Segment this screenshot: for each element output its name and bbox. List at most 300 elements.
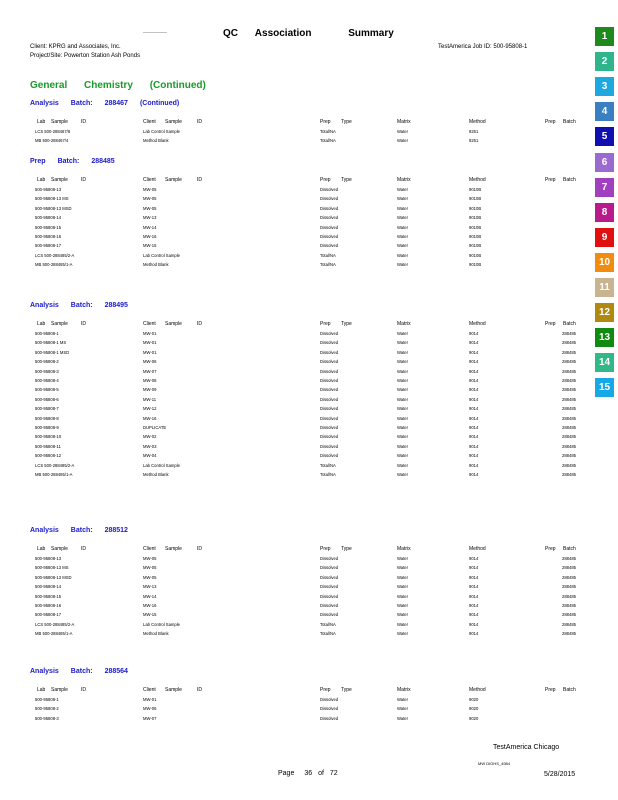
- method: 9251: [469, 129, 479, 134]
- column-header: Batch: [563, 177, 576, 183]
- table-row: [0, 387, 618, 396]
- matrix: Water: [397, 331, 409, 336]
- page-title: [223, 28, 394, 39]
- method: 9010B: [469, 252, 482, 258]
- prep-batch: 288485: [562, 556, 576, 561]
- column-header: Sample: [51, 546, 68, 552]
- method: 9014: [469, 462, 479, 468]
- client-sample-id: MW-05: [143, 574, 157, 580]
- prep-type: Dissolved: [320, 593, 339, 599]
- column-header: Type: [341, 177, 352, 183]
- column-header: Matrix: [397, 177, 411, 183]
- column-header: Prep: [545, 321, 556, 327]
- lab-sample-id: 500-95808-2: [35, 706, 59, 712]
- lab-sample-id: 500-95808-1: [35, 697, 59, 702]
- lab-sample-id: 500-95808-8: [35, 415, 59, 421]
- lab-sample-id: 500-95808-17: [35, 612, 62, 618]
- column-header: Type: [341, 546, 352, 552]
- column-header: Prep: [320, 546, 331, 552]
- method: 9014: [469, 349, 479, 355]
- section-tab-3[interactable]: 3: [595, 77, 614, 96]
- prep-type: Dissolved: [320, 196, 339, 202]
- client-sample-id: MW-13: [143, 584, 157, 590]
- table-row: [0, 697, 618, 706]
- prep-type: Dissolved: [320, 378, 339, 383]
- lab-sample-id: 500-95808-15: [35, 224, 62, 230]
- matrix: Water: [397, 715, 409, 721]
- matrix: Water: [397, 138, 409, 144]
- column-header: Type: [341, 687, 352, 693]
- matrix: Water: [397, 234, 409, 239]
- column-header: Type: [341, 321, 352, 327]
- section-tab-13[interactable]: 13: [595, 328, 614, 347]
- prep-batch: 288485: [562, 453, 576, 459]
- client-sample-id: MW-14: [143, 593, 157, 599]
- table-row: [0, 622, 618, 631]
- page-current: 36: [304, 770, 313, 777]
- prep-type: Dissolved: [320, 215, 339, 221]
- column-header: Prep: [545, 177, 556, 183]
- section-title-word: (Continued): [149, 80, 206, 91]
- client-sample-id: MW-14: [143, 224, 157, 230]
- matrix: Water: [397, 603, 409, 608]
- table-row: [0, 369, 618, 378]
- page-of: of: [318, 770, 324, 777]
- lab-sample-id: LCS 500-288485/2-A: [35, 621, 75, 627]
- column-header: Lab: [37, 546, 46, 552]
- lab-sample-id: 500-95808-1: [35, 331, 59, 336]
- prep-type: Dissolved: [320, 349, 339, 355]
- matrix: Water: [397, 196, 409, 202]
- prep-batch: 288485: [562, 425, 576, 430]
- table-row: [0, 187, 618, 196]
- prep-batch: 288485: [562, 612, 576, 618]
- prep-type: Dissolved: [320, 234, 339, 239]
- client-sample-id: MW-01: [143, 697, 157, 702]
- method: 9014: [469, 406, 479, 412]
- prep-batch: 288485: [562, 593, 576, 599]
- lab-sample-id: 500-95808-9: [35, 425, 59, 430]
- client-sample-id: MW-02: [143, 434, 157, 440]
- method: 9010B: [469, 262, 482, 268]
- column-header: Batch: [563, 321, 576, 327]
- batch-label: [30, 100, 191, 107]
- column-header: Matrix: [397, 687, 411, 693]
- section-tab-1[interactable]: 1: [595, 27, 614, 46]
- matrix: Water: [397, 243, 409, 249]
- section-tab-7[interactable]: 7: [595, 178, 614, 197]
- prep-batch: 288485: [562, 462, 576, 468]
- column-header: Client: [143, 687, 156, 693]
- table-row: [0, 138, 618, 147]
- prep-type: Dissolved: [320, 359, 339, 365]
- prep-type: Dissolved: [320, 443, 339, 449]
- section-tab-6[interactable]: 6: [595, 153, 614, 172]
- method: 9014: [469, 387, 479, 393]
- column-header: Prep: [545, 119, 556, 125]
- title-word: Association: [254, 28, 312, 39]
- client-sample-id: Lab Control Sample: [143, 462, 181, 468]
- column-header: Prep: [320, 177, 331, 183]
- column-header: Prep: [320, 687, 331, 693]
- table-row: [0, 196, 618, 205]
- client-sample-id: MW-13: [143, 215, 157, 221]
- client-sample-id: Method Blank: [143, 262, 169, 268]
- table-row: [0, 716, 618, 725]
- prep-type: Dissolved: [320, 706, 339, 712]
- method: 9014: [469, 359, 479, 365]
- section-tab-15[interactable]: 15: [595, 378, 614, 397]
- batch-label-word: 288564: [104, 668, 128, 675]
- table-row: [0, 262, 618, 271]
- prep-batch: 288485: [562, 603, 576, 608]
- client-sample-id: MW-12: [143, 406, 157, 412]
- lab-sample-id: 500-95808-5: [35, 387, 59, 393]
- column-header: ID: [81, 119, 86, 125]
- matrix: Water: [397, 697, 409, 702]
- method: 9014: [469, 425, 479, 430]
- prep-type: Dissolved: [320, 224, 339, 230]
- matrix: Water: [397, 584, 409, 590]
- column-header-row: [0, 687, 618, 696]
- footer-code: MW DIGHS_4984: [478, 761, 511, 766]
- batch-label-word: Batch:: [70, 668, 93, 675]
- batch-label: [30, 668, 140, 675]
- method: 9251: [469, 138, 479, 144]
- client-sample-id: MW-09: [143, 387, 157, 393]
- section-tab-2[interactable]: 2: [595, 52, 614, 71]
- client-sample-id: MW-07: [143, 715, 157, 721]
- prep-type: Total/NA: [320, 631, 336, 637]
- column-header: Batch: [563, 546, 576, 552]
- footer-company: TestAmerica Chicago: [493, 744, 560, 751]
- table-row: [0, 129, 618, 138]
- lab-sample-id: 500-95808-16: [35, 603, 62, 608]
- matrix: Water: [397, 205, 409, 211]
- client-sample-id: MW-04: [143, 453, 157, 459]
- client-sample-id: MW-08: [143, 378, 157, 383]
- column-header: ID: [81, 321, 86, 327]
- prep-type: Dissolved: [320, 565, 339, 571]
- client-sample-id: MW-05: [143, 196, 157, 202]
- prep-type: Dissolved: [320, 603, 339, 608]
- title-word: Summary: [348, 28, 394, 39]
- lab-sample-id: LCS 500-288467/6: [35, 129, 71, 134]
- lab-sample-id: 500-95808-7: [35, 406, 59, 412]
- matrix: Water: [397, 359, 409, 365]
- table-row: [0, 253, 618, 262]
- section-tab-4[interactable]: 4: [595, 102, 614, 121]
- column-header: Matrix: [397, 119, 411, 125]
- method: 9010B: [469, 187, 482, 192]
- method: 9014: [469, 472, 479, 477]
- matrix: Water: [397, 387, 409, 393]
- client-sample-id: MW-05: [143, 556, 157, 561]
- prep-batch: 288485: [562, 565, 576, 571]
- matrix: Water: [397, 415, 409, 421]
- column-header: ID: [197, 687, 202, 693]
- method: 9014: [469, 612, 479, 618]
- lab-sample-id: 500-95808-16: [35, 234, 62, 239]
- matrix: Water: [397, 224, 409, 230]
- prep-batch: 288485: [562, 378, 576, 383]
- table-row: [0, 444, 618, 453]
- matrix: Water: [397, 425, 409, 430]
- section-tab-12[interactable]: 12: [595, 303, 614, 322]
- client-sample-id: MW-16: [143, 234, 157, 239]
- method: 9014: [469, 434, 479, 440]
- prep-batch: 288485: [562, 331, 576, 336]
- lab-sample-id: MB 500-288485/1-A: [35, 262, 73, 268]
- column-header-row: [0, 119, 618, 128]
- lab-sample-id: LCS 500-288485/2-A: [35, 462, 75, 468]
- batch-label-word: Batch:: [70, 100, 93, 107]
- section-tab-9[interactable]: 9: [595, 228, 614, 247]
- prep-type: Total/NA: [320, 138, 336, 144]
- matrix: Water: [397, 612, 409, 618]
- lab-sample-id: 500-95808-10: [35, 434, 62, 440]
- matrix: Water: [397, 187, 409, 192]
- method: 9014: [469, 453, 479, 459]
- batch-label: [30, 158, 127, 165]
- method: 9010B: [469, 224, 482, 230]
- prep-batch: 288485: [562, 368, 576, 374]
- method: 9014: [469, 631, 479, 637]
- matrix: Water: [397, 706, 409, 712]
- job-id: TestAmerica Job ID: 500-95808-1: [438, 44, 528, 50]
- prep-batch: 288485: [562, 621, 576, 627]
- lab-sample-id: 500-95808-3: [35, 715, 59, 721]
- matrix: Water: [397, 252, 409, 258]
- batch-label-word: Analysis: [30, 100, 59, 107]
- matrix: Water: [397, 434, 409, 440]
- client-sample-id: MW-11: [143, 396, 157, 402]
- batch-label-word: Batch:: [70, 302, 93, 309]
- prep-batch: 288485: [562, 415, 576, 421]
- lab-sample-id: LCS 500-288485/2-A: [35, 252, 75, 258]
- column-header: Sample: [165, 546, 182, 552]
- method: 9010B: [469, 243, 482, 249]
- table-row: [0, 215, 618, 224]
- prep-batch: 288485: [562, 406, 576, 412]
- client-sample-id: Method Blank: [143, 472, 169, 477]
- matrix: Water: [397, 556, 409, 561]
- prep-type: Dissolved: [320, 205, 339, 211]
- column-header: Batch: [563, 119, 576, 125]
- column-header: Method: [469, 177, 486, 183]
- column-header: Type: [341, 119, 352, 125]
- method: 9014: [469, 556, 479, 561]
- client-sample-id: MW-16: [143, 603, 157, 608]
- matrix: Water: [397, 262, 409, 268]
- matrix: Water: [397, 340, 409, 346]
- client-sample-id: MW-01: [143, 331, 157, 336]
- prep-batch: 288485: [562, 434, 576, 440]
- column-header: Client: [143, 177, 156, 183]
- table-row: [0, 594, 618, 603]
- prep-type: Dissolved: [320, 574, 339, 580]
- column-header: ID: [197, 119, 202, 125]
- prep-batch: 288485: [562, 472, 576, 477]
- prep-type: Dissolved: [320, 434, 339, 440]
- batch-label-word: Analysis: [30, 527, 59, 534]
- column-header: Sample: [51, 687, 68, 693]
- section-title-word: General: [30, 80, 68, 91]
- matrix: Water: [397, 378, 409, 383]
- column-header-row: [0, 321, 618, 330]
- table-row: [0, 603, 618, 612]
- section-title-word: Chemistry: [84, 80, 133, 91]
- prep-type: Dissolved: [320, 715, 339, 721]
- section-tab-11[interactable]: 11: [595, 278, 614, 297]
- table-row: [0, 378, 618, 387]
- lab-sample-id: 500-95808-11: [35, 443, 61, 449]
- column-header: ID: [197, 546, 202, 552]
- table-row: [0, 575, 618, 584]
- table-row: [0, 406, 618, 415]
- table-row: [0, 225, 618, 234]
- client-sample-id: DUPLICATE: [143, 425, 167, 430]
- matrix: Water: [397, 453, 409, 459]
- column-header: Lab: [37, 687, 46, 693]
- lab-sample-id: 500-95808-13 MSD: [35, 205, 72, 211]
- prep-batch: 288485: [562, 443, 576, 449]
- section-tab-8[interactable]: 8: [595, 203, 614, 222]
- prep-type: Dissolved: [320, 425, 339, 430]
- table-row: [0, 612, 618, 621]
- column-header: Prep: [545, 687, 556, 693]
- table-row: [0, 350, 618, 359]
- column-header: Client: [143, 119, 156, 125]
- column-header: ID: [81, 546, 86, 552]
- prep-batch: 288485: [562, 574, 576, 580]
- section-title: [30, 80, 220, 91]
- column-header: Prep: [320, 119, 331, 125]
- column-header: Lab: [37, 177, 46, 183]
- batch-label-word: (Continued): [139, 100, 180, 107]
- batch-label-word: 288495: [104, 302, 128, 309]
- client-sample-id: MW-15: [143, 243, 157, 249]
- method: 9014: [469, 331, 479, 336]
- batch-label-word: 288467: [104, 100, 128, 107]
- client-sample-id: MW-15: [143, 612, 157, 618]
- prep-batch: 288485: [562, 340, 576, 346]
- table-row: [0, 472, 618, 481]
- client-sample-id: MW-01: [143, 340, 157, 346]
- matrix: Water: [397, 574, 409, 580]
- matrix: Water: [397, 368, 409, 374]
- method: 9014: [469, 584, 479, 590]
- batch-label-word: Analysis: [30, 302, 59, 309]
- prep-type: Total/NA: [320, 129, 336, 134]
- section-tab-10[interactable]: 10: [595, 253, 614, 272]
- prep-type: Dissolved: [320, 331, 339, 336]
- lab-sample-id: MB 500-288485/1-A: [35, 472, 73, 477]
- matrix: Water: [397, 443, 409, 449]
- batch-label-word: Analysis: [30, 668, 59, 675]
- method: 9020: [469, 715, 479, 721]
- client-sample-id: Lab Control Sample: [143, 129, 181, 134]
- batch-label-word: 288485: [91, 158, 115, 165]
- project-site: Project/Site: Powerton Station Ash Ponds: [30, 53, 141, 59]
- prep-batch: 288485: [562, 349, 576, 355]
- column-header: Sample: [51, 177, 68, 183]
- column-header: Method: [469, 321, 486, 327]
- column-header: Lab: [37, 321, 46, 327]
- lab-sample-id: MB 500-288485/1-A: [35, 631, 73, 637]
- lab-sample-id: MB 500-288467/4: [35, 138, 69, 144]
- lab-sample-id: 500-95808-13 MS: [35, 196, 69, 202]
- matrix: Water: [397, 462, 409, 468]
- prep-batch: 288485: [562, 387, 576, 393]
- table-row: [0, 397, 618, 406]
- prep-type: Dissolved: [320, 584, 339, 590]
- client-sample-id: Lab Control Sample: [143, 621, 181, 627]
- column-header: ID: [81, 177, 86, 183]
- method: 9020: [469, 697, 479, 702]
- method: 9014: [469, 443, 479, 449]
- section-tab-14[interactable]: 14: [595, 353, 614, 372]
- method: 9010B: [469, 234, 482, 239]
- table-row: [0, 556, 618, 565]
- matrix: Water: [397, 129, 409, 134]
- table-row: [0, 331, 618, 340]
- table-row: [0, 425, 618, 434]
- client-sample-id: Method Blank: [143, 631, 169, 637]
- page-number: [278, 770, 338, 777]
- column-header: Sample: [165, 321, 182, 327]
- table-row: [0, 234, 618, 243]
- column-header: Client: [143, 321, 156, 327]
- lab-sample-id: 500-95808-13 MSD: [35, 574, 72, 580]
- prep-type: Dissolved: [320, 340, 339, 346]
- table-row: [0, 434, 618, 443]
- prep-type: Dissolved: [320, 415, 339, 421]
- lab-sample-id: 500-95808-4: [35, 378, 59, 383]
- client-name: Client: KPRG and Associates, Inc.: [30, 44, 121, 50]
- prep-type: Total/NA: [320, 262, 336, 268]
- method: 9014: [469, 621, 479, 627]
- method: 9014: [469, 368, 479, 374]
- batch-label-word: Prep: [30, 158, 46, 165]
- lab-sample-id: 500-95808-1 MS: [35, 340, 67, 346]
- prep-type: Total/NA: [320, 472, 336, 477]
- client-sample-id: Lab Control Sample: [143, 252, 181, 258]
- client-sample-id: Method Blank: [143, 138, 169, 144]
- column-header: Sample: [165, 177, 182, 183]
- prep-batch: 288485: [562, 631, 576, 637]
- batch-label-word: 288512: [104, 527, 128, 534]
- table-row: [0, 206, 618, 215]
- section-tab-5[interactable]: 5: [595, 127, 614, 146]
- prep-type: Dissolved: [320, 368, 339, 374]
- column-header: Lab: [37, 119, 46, 125]
- table-row: [0, 584, 618, 593]
- lab-sample-id: 500-95808-15: [35, 593, 62, 599]
- lab-sample-id: 500-95808-14: [35, 215, 62, 221]
- column-header-row: [0, 546, 618, 555]
- method: 9014: [469, 396, 479, 402]
- column-header: Sample: [165, 119, 182, 125]
- table-row: [0, 340, 618, 349]
- column-header: ID: [197, 321, 202, 327]
- prep-batch: 288485: [562, 359, 576, 365]
- column-header: Matrix: [397, 321, 411, 327]
- prep-type: Dissolved: [320, 556, 339, 561]
- prep-batch: 288485: [562, 584, 576, 590]
- table-row: [0, 631, 618, 640]
- lab-sample-id: 500-95808-12: [35, 453, 62, 459]
